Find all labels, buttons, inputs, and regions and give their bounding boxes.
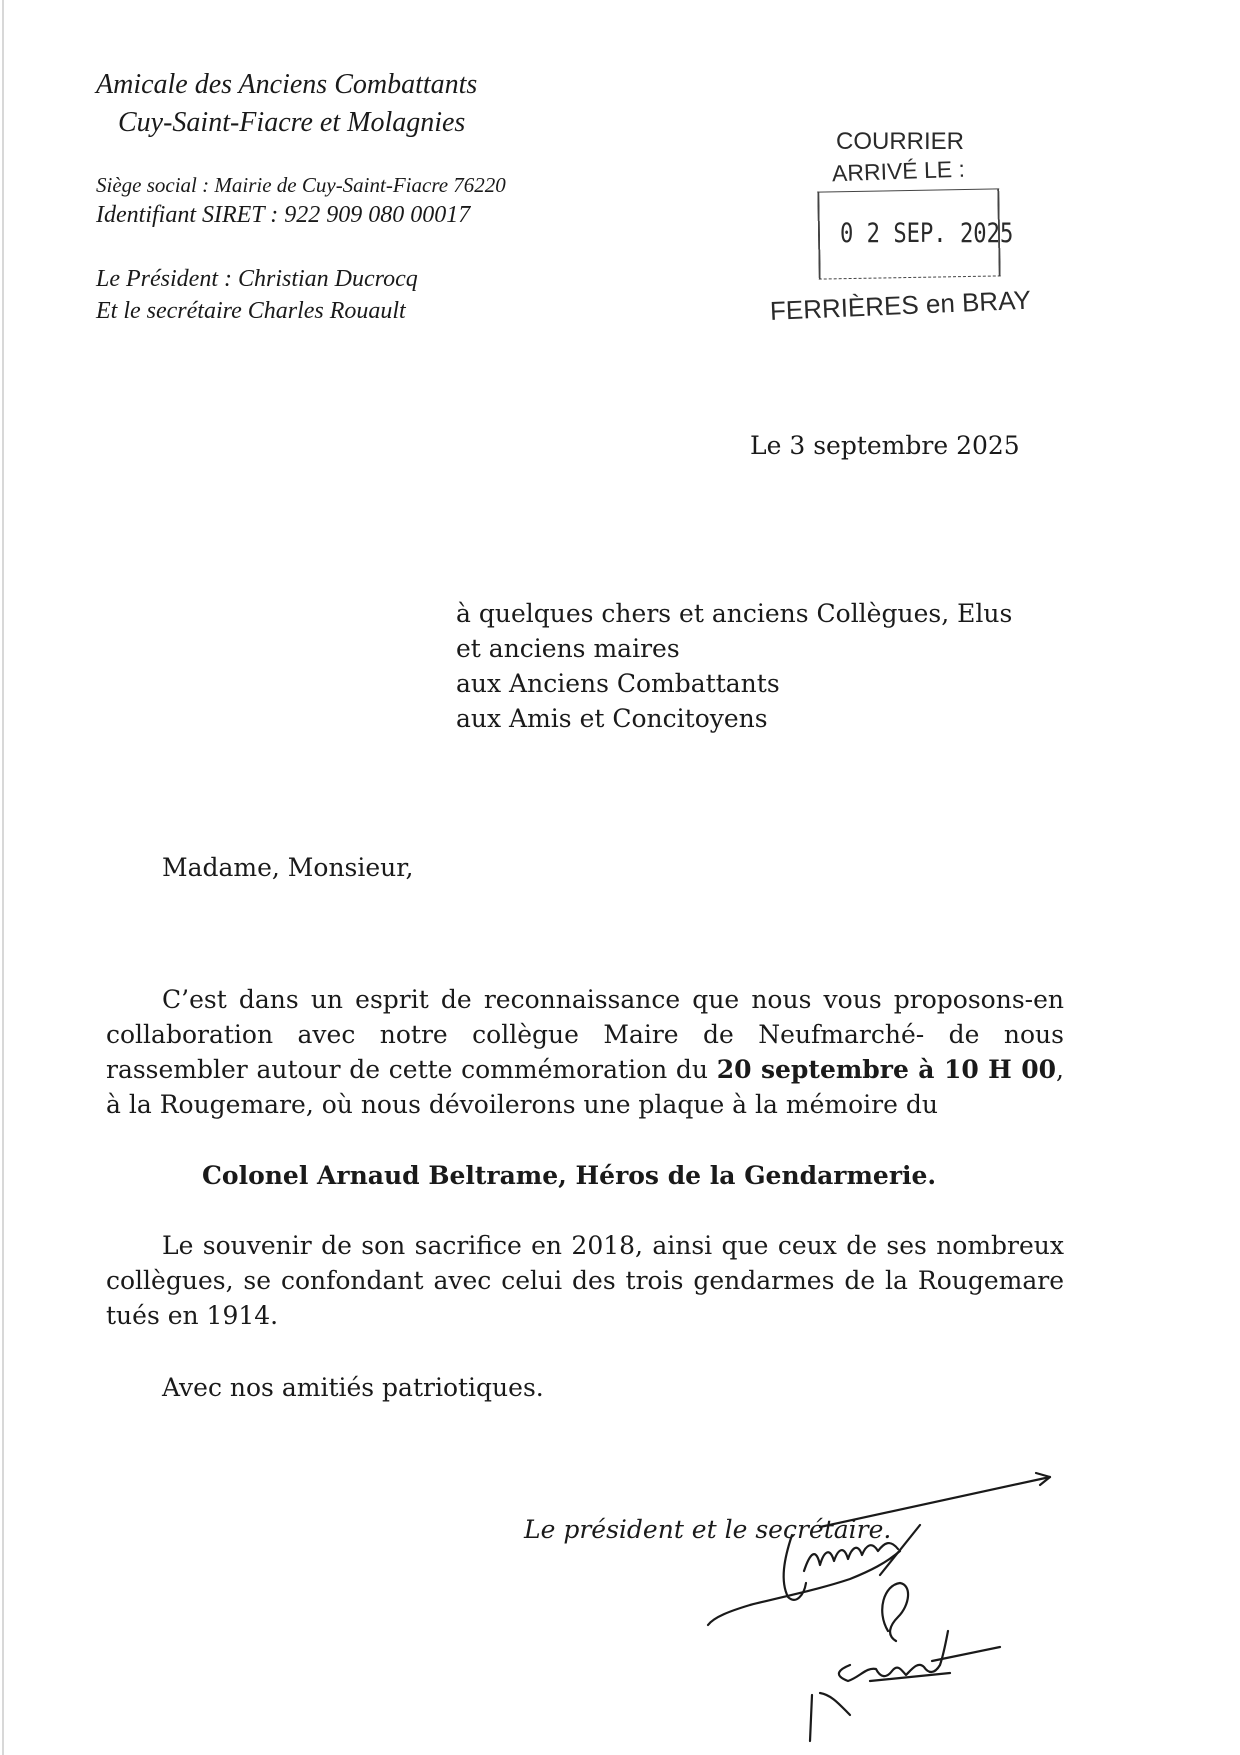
signature-caption: Le président et le secrétaire. bbox=[524, 1515, 892, 1544]
stamp-date: 0 2 SEP. 2025 bbox=[840, 218, 1014, 249]
paragraph-1-start: C’est dans un esprit de reconnaissance que nous vous proposons-en collaboration avec notre collègue Maire de Neufmarché- de nous rassembler autour de cette commémoration du bbox=[106, 985, 1064, 1084]
seat-value: : Mairie de Cuy-Saint-Fiacre 76220 bbox=[202, 173, 506, 197]
recipient-line: aux Anciens Combattants bbox=[456, 669, 780, 698]
letter-date: Le 3 septembre 2025 bbox=[750, 431, 1020, 460]
recipient-line: à quelques chers et anciens Collègues, Elus bbox=[456, 599, 1013, 628]
closing-line: Avec nos amitiés patriotiques. bbox=[162, 1373, 544, 1402]
siret-line bbox=[96, 200, 470, 230]
stamp-place: FERRIÈRES en BRAY bbox=[769, 284, 1032, 326]
signatures bbox=[700, 1455, 1120, 1745]
honoree-line: Colonel Arnaud Beltrame, Héros de la Gendarmerie. bbox=[202, 1161, 937, 1190]
signature-secretary-stroke bbox=[810, 1695, 812, 1741]
recipient-line: et anciens maires bbox=[456, 634, 680, 663]
recipient-line: aux Amis et Concitoyens bbox=[456, 704, 768, 733]
secretary-line: Et le secrétaire Charles Rouault bbox=[96, 298, 406, 324]
president-line: Le Président : Christian Ducrocq bbox=[96, 266, 418, 292]
signature-president-stroke bbox=[804, 1543, 898, 1571]
signature-secretary-stroke bbox=[820, 1693, 850, 1715]
paragraph-1 bbox=[106, 982, 1064, 1122]
signature-secretary-stroke bbox=[870, 1673, 950, 1681]
scan-edge-left bbox=[2, 0, 4, 1755]
seat-line bbox=[96, 170, 506, 200]
stamp-line1: COURRIER bbox=[836, 128, 965, 155]
paragraph-1-end: , à la Rougemare, où nous dévoilerons une plaque à la mémoire du bbox=[106, 1055, 1064, 1119]
seat-label: Siège social bbox=[96, 173, 197, 197]
paragraph-2: Le souvenir de son sacrifice en 2018, ainsi que ceux de ses nombreux collègues, se confondant avec celui des trois gendarmes de la Rougemare tués en 1914. bbox=[106, 1231, 1064, 1330]
siret-label: Identifiant SIRET bbox=[96, 202, 265, 228]
org-name-line1: Amicale des Anciens Combattants bbox=[96, 69, 478, 100]
signature-president-stroke bbox=[880, 1525, 920, 1575]
salutation: Madame, Monsieur, bbox=[162, 853, 414, 882]
stamp-line2: ARRIVÉ LE : bbox=[831, 155, 966, 187]
siret-value: : 922 909 080 00017 bbox=[270, 202, 471, 228]
org-name-line2: Cuy-Saint-Fiacre et Molagnies bbox=[118, 107, 466, 138]
recipients bbox=[456, 596, 1012, 736]
event-datetime: 20 septembre à 10 H 00 bbox=[716, 1055, 1057, 1084]
signature-secretary-stroke bbox=[882, 1583, 908, 1641]
signature-president-stroke bbox=[820, 1477, 1050, 1527]
signature-president-stroke bbox=[784, 1535, 806, 1600]
